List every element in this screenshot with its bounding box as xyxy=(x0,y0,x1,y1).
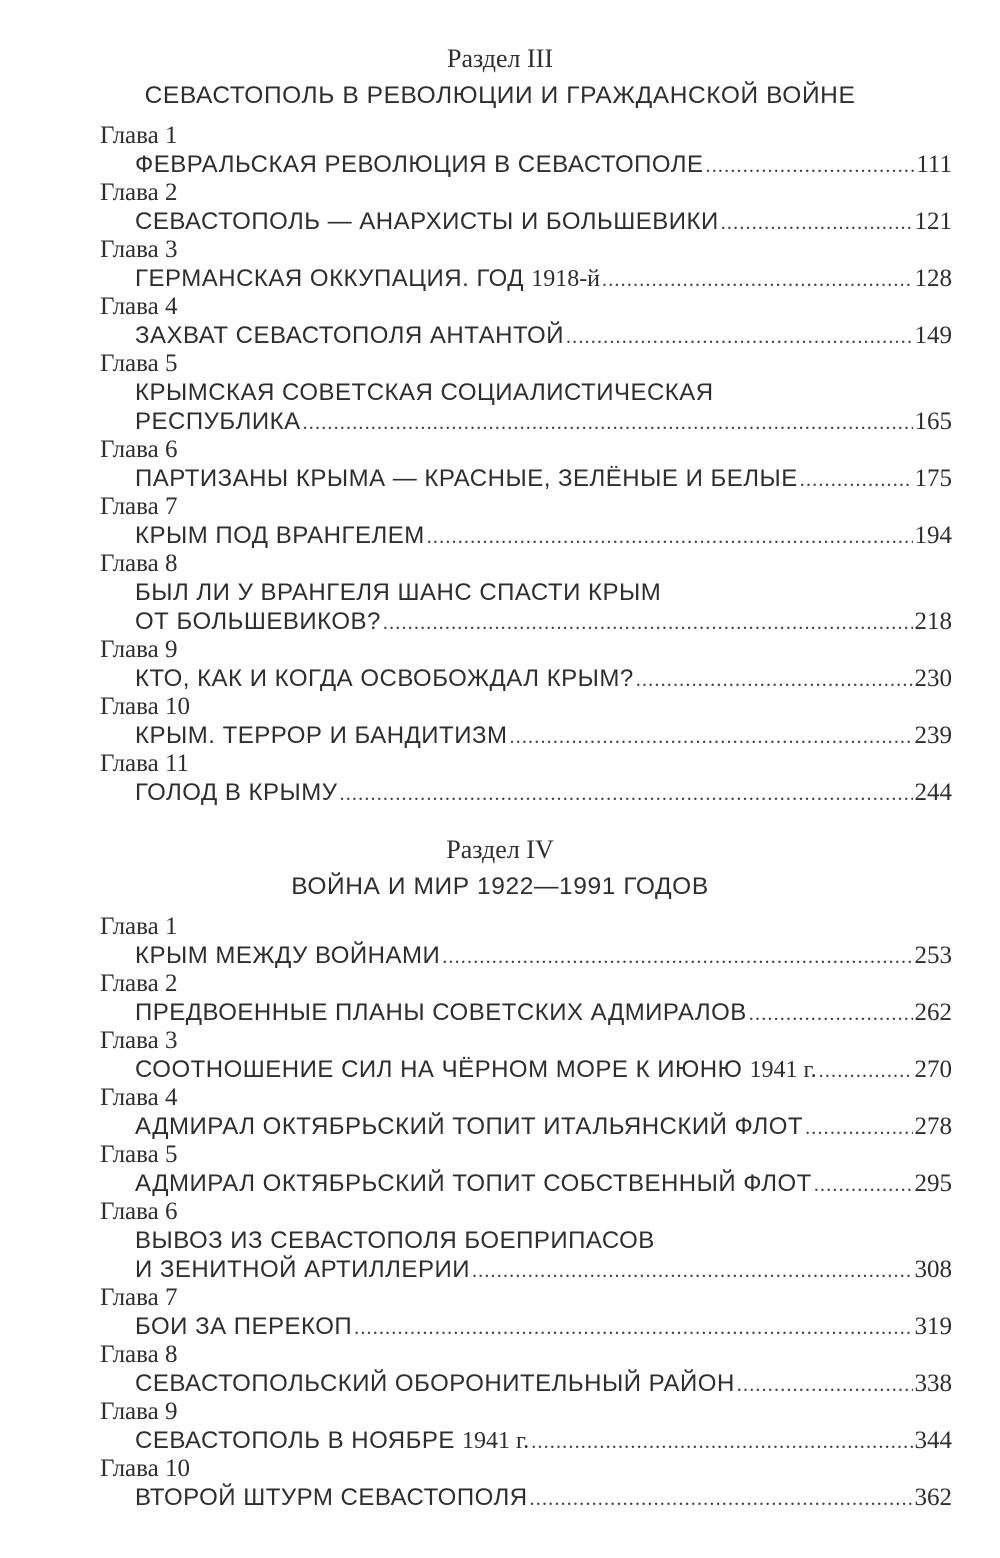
dot-leader xyxy=(721,209,913,237)
dot-leader xyxy=(800,466,913,494)
chapter-title-text: КТО, КАК И КОГДА ОСВОБОЖДАЛ КРЫМ? xyxy=(135,665,634,692)
section-title: СЕВАСТОПОЛЬ В РЕВОЛЮЦИИ И ГРАЖДАНСКОЙ ВОЙНЕ xyxy=(144,82,856,109)
chapter-title-text: ГЕРМАНСКАЯ ОККУПАЦИЯ. ГОД xyxy=(135,265,532,292)
dot-leader xyxy=(340,780,913,808)
chapter-label: Глава 4 xyxy=(100,293,178,320)
chapter-label: Глава 10 xyxy=(100,693,190,720)
page-number: 175 xyxy=(914,465,952,492)
chapter-label: Глава 10 xyxy=(100,1455,190,1482)
toc-entry[interactable] xyxy=(0,913,1000,970)
chapter-title-text: КРЫМ МЕЖДУ ВОЙНАМИ xyxy=(135,942,441,969)
chapter-title xyxy=(135,942,440,970)
toc-entry[interactable] xyxy=(0,750,1000,807)
chapter-title-line: ВЫВОЗ ИЗ СЕВАСТОПОЛЯ БОЕПРИПАСОВ xyxy=(135,1227,655,1254)
toc-entry[interactable] xyxy=(0,122,1000,179)
chapter-title xyxy=(135,208,719,236)
toc-entry[interactable] xyxy=(0,350,1000,436)
chapter-title-text: БОИ ЗА ПЕРЕКОП xyxy=(135,1313,353,1340)
dot-leader xyxy=(706,152,915,180)
chapter-title-text: КРЫМ. ТЕРРОР И БАНДИТИЗМ xyxy=(135,722,508,749)
chapter-title xyxy=(135,265,600,293)
page-number: 165 xyxy=(914,408,952,435)
chapter-title xyxy=(135,999,747,1027)
toc-entry[interactable] xyxy=(0,1284,1000,1341)
chapter-title xyxy=(135,1170,812,1198)
chapter-title-text: АДМИРАЛ ОКТЯБРЬСКИЙ ТОПИТ СОБСТВЕННЫЙ ФЛОТ xyxy=(135,1170,812,1197)
chapter-title-row xyxy=(135,408,952,436)
section-title: ВОЙНА И МИР 1922—1991 ГОДОВ xyxy=(291,873,709,900)
section-label: Раздел IV xyxy=(446,835,554,864)
toc-entry[interactable] xyxy=(0,1084,1000,1141)
chapter-label: Глава 8 xyxy=(100,1341,178,1368)
chapter-title-row xyxy=(135,1256,952,1284)
chapter-title-text: СЕВАСТОПОЛЬ В НОЯБРЕ xyxy=(135,1427,463,1454)
chapter-title-suffix: 1941 г. xyxy=(462,1428,530,1454)
chapter-title-row xyxy=(135,151,952,179)
chapter-list xyxy=(0,122,1000,807)
page-number: 295 xyxy=(914,1170,952,1197)
page-number: 128 xyxy=(914,265,952,292)
page-number: 253 xyxy=(914,942,952,969)
chapter-label: Глава 1 xyxy=(100,913,178,940)
chapter-title-row xyxy=(135,779,952,807)
chapter-title-row xyxy=(135,1113,952,1141)
toc-entry[interactable] xyxy=(0,1455,1000,1512)
chapter-title xyxy=(135,1056,817,1084)
toc-entry[interactable] xyxy=(0,1141,1000,1198)
chapter-title-text: СЕВАСТОПОЛЬСКИЙ ОБОРОНИТЕЛЬНЫЙ РАЙОН xyxy=(135,1370,735,1397)
page-number: 239 xyxy=(914,722,952,749)
dot-leader xyxy=(814,1171,913,1199)
chapter-title-text: КРЫМ ПОД ВРАНГЕЛЕМ xyxy=(135,522,425,549)
chapter-title-row xyxy=(135,208,952,236)
chapter-label: Глава 3 xyxy=(100,1027,178,1054)
chapter-title xyxy=(135,151,704,179)
chapter-title xyxy=(135,1113,803,1141)
chapter-title xyxy=(135,1256,470,1284)
chapter-title-line: БЫЛ ЛИ У ВРАНГЕЛЯ ШАНС СПАСТИ КРЫМ xyxy=(135,579,662,606)
dot-leader xyxy=(303,409,913,437)
chapter-label: Глава 11 xyxy=(100,750,190,777)
chapter-title-text: ЗАХВАТ СЕВАСТОПОЛЯ АНТАНТОЙ xyxy=(135,322,564,349)
chapter-title-text: АДМИРАЛ ОКТЯБРЬСКИЙ ТОПИТ ИТАЛЬЯНСКИЙ ФЛОТ xyxy=(135,1113,804,1140)
page-number: 149 xyxy=(914,322,952,349)
page-number: 244 xyxy=(914,779,952,806)
chapter-label: Глава 8 xyxy=(100,550,178,577)
chapter-title-row xyxy=(135,1313,952,1341)
toc-entry[interactable] xyxy=(0,1398,1000,1455)
chapter-title xyxy=(135,322,564,350)
dot-leader xyxy=(566,323,913,351)
chapter-title-row xyxy=(135,322,952,350)
page-number: 121 xyxy=(914,208,952,235)
dot-leader xyxy=(602,266,912,294)
chapter-title-text: РЕСПУБЛИКА xyxy=(135,408,301,435)
page-number: 270 xyxy=(914,1056,952,1083)
chapter-title-line: КРЫМСКАЯ СОВЕТСКАЯ СОЦИАЛИСТИЧЕСКАЯ xyxy=(135,379,714,406)
toc-entry[interactable] xyxy=(0,1027,1000,1084)
chapter-label: Глава 5 xyxy=(100,1141,178,1168)
section-gap xyxy=(0,807,1000,833)
toc-entry[interactable] xyxy=(0,1198,1000,1284)
chapter-label: Глава 4 xyxy=(100,1084,178,1111)
chapter-title-row xyxy=(135,722,952,750)
page-number: 194 xyxy=(914,522,952,549)
toc-entry[interactable] xyxy=(0,293,1000,350)
chapter-label: Глава 2 xyxy=(100,179,178,206)
chapter-title-row xyxy=(135,1056,952,1084)
chapter-label: Глава 5 xyxy=(100,350,178,377)
chapter-label: Глава 2 xyxy=(100,970,178,997)
page-number: 218 xyxy=(914,608,952,635)
chapter-label: Глава 6 xyxy=(100,1198,178,1225)
chapter-title xyxy=(135,1313,352,1341)
dot-leader xyxy=(354,1314,912,1342)
chapter-title-row xyxy=(135,265,952,293)
chapter-title-text: ВТОРОЙ ШТУРМ СЕВАСТОПОЛЯ xyxy=(135,1484,528,1511)
chapter-title-text: И ЗЕНИТНОЙ АРТИЛЛЕРИИ xyxy=(135,1256,470,1283)
chapter-title-row xyxy=(135,522,952,550)
page-number: 262 xyxy=(914,999,952,1026)
dot-leader xyxy=(509,723,912,751)
dot-leader xyxy=(749,1000,913,1028)
page-number: 344 xyxy=(914,1427,952,1454)
chapter-label: Глава 9 xyxy=(100,636,178,663)
chapter-title-row xyxy=(135,1170,952,1198)
chapter-title-text: СООТНОШЕНИЕ СИЛ НА ЧЁРНОМ МОРЕ К ИЮНЮ xyxy=(135,1056,750,1083)
dot-leader xyxy=(819,1057,913,1085)
chapter-title xyxy=(135,1427,529,1455)
page-number: 338 xyxy=(914,1370,952,1397)
section-heading xyxy=(0,833,1000,903)
chapter-title-text: ПРЕДВОЕННЫЕ ПЛАНЫ СОВЕТСКИХ АДМИРАЛОВ xyxy=(135,999,747,1026)
chapter-title xyxy=(135,465,798,493)
chapter-title xyxy=(135,408,301,436)
chapter-title-suffix: 1918-й xyxy=(531,266,601,292)
chapter-title xyxy=(135,722,507,750)
section-heading xyxy=(0,42,1000,112)
page-number: 278 xyxy=(914,1113,952,1140)
chapter-title-row xyxy=(135,1427,952,1455)
toc-entry[interactable] xyxy=(0,236,1000,293)
toc-entry[interactable] xyxy=(0,550,1000,636)
chapter-title-text: СЕВАСТОПОЛЬ — АНАРХИСТЫ И БОЛЬШЕВИКИ xyxy=(135,208,719,235)
dot-leader xyxy=(472,1257,913,1285)
toc-entry[interactable] xyxy=(0,493,1000,550)
toc-entry[interactable] xyxy=(0,1341,1000,1398)
chapter-title xyxy=(135,522,425,550)
chapter-title xyxy=(135,665,634,693)
chapter-title-row xyxy=(135,1370,952,1398)
chapter-title-row xyxy=(135,665,952,693)
chapter-label: Глава 1 xyxy=(100,122,178,149)
chapter-label: Глава 7 xyxy=(100,493,178,520)
table-of-contents xyxy=(0,42,1000,1512)
chapter-title-text: ФЕВРАЛЬСКАЯ РЕВОЛЮЦИЯ В СЕВАСТОПОЛЕ xyxy=(135,151,704,178)
toc-entry[interactable] xyxy=(0,436,1000,493)
dot-leader xyxy=(737,1371,913,1399)
section-label: Раздел III xyxy=(446,44,554,73)
dot-leader xyxy=(636,666,913,694)
chapter-title-row xyxy=(135,999,952,1027)
toc-page xyxy=(0,42,1000,1512)
dot-leader xyxy=(442,943,912,971)
dot-leader xyxy=(530,1485,913,1513)
toc-entry[interactable] xyxy=(0,970,1000,1027)
dot-leader xyxy=(531,1428,912,1456)
toc-entry[interactable] xyxy=(0,636,1000,693)
toc-entry[interactable] xyxy=(0,179,1000,236)
page-number: 308 xyxy=(914,1256,952,1283)
page-number: 230 xyxy=(914,665,952,692)
chapter-title-row xyxy=(135,465,952,493)
chapter-label: Глава 6 xyxy=(100,436,178,463)
dot-leader xyxy=(383,609,913,637)
chapter-label: Глава 3 xyxy=(100,236,178,263)
page-number: 362 xyxy=(914,1484,952,1511)
page-number: 111 xyxy=(916,151,952,178)
chapter-title xyxy=(135,1484,528,1512)
chapter-title-suffix: 1941 г. xyxy=(749,1057,817,1083)
chapter-title xyxy=(135,779,338,807)
chapter-title-row xyxy=(135,942,952,970)
chapter-list xyxy=(0,913,1000,1512)
chapter-title-row xyxy=(135,1484,952,1512)
chapter-label: Глава 7 xyxy=(100,1284,178,1311)
chapter-title-row xyxy=(135,608,952,636)
dot-leader xyxy=(805,1114,912,1142)
chapter-title-text: ПАРТИЗАНЫ КРЫМА — КРАСНЫЕ, ЗЕЛЁНЫЕ И БЕЛЫЕ xyxy=(135,465,798,492)
page-number: 319 xyxy=(914,1313,952,1340)
chapter-title-text: ОТ БОЛЬШЕВИКОВ? xyxy=(135,608,381,635)
chapter-title xyxy=(135,1370,735,1398)
toc-entry[interactable] xyxy=(0,693,1000,750)
chapter-label: Глава 9 xyxy=(100,1398,178,1425)
dot-leader xyxy=(427,523,913,551)
chapter-title xyxy=(135,608,381,636)
chapter-title-text: ГОЛОД В КРЫМУ xyxy=(135,779,338,806)
